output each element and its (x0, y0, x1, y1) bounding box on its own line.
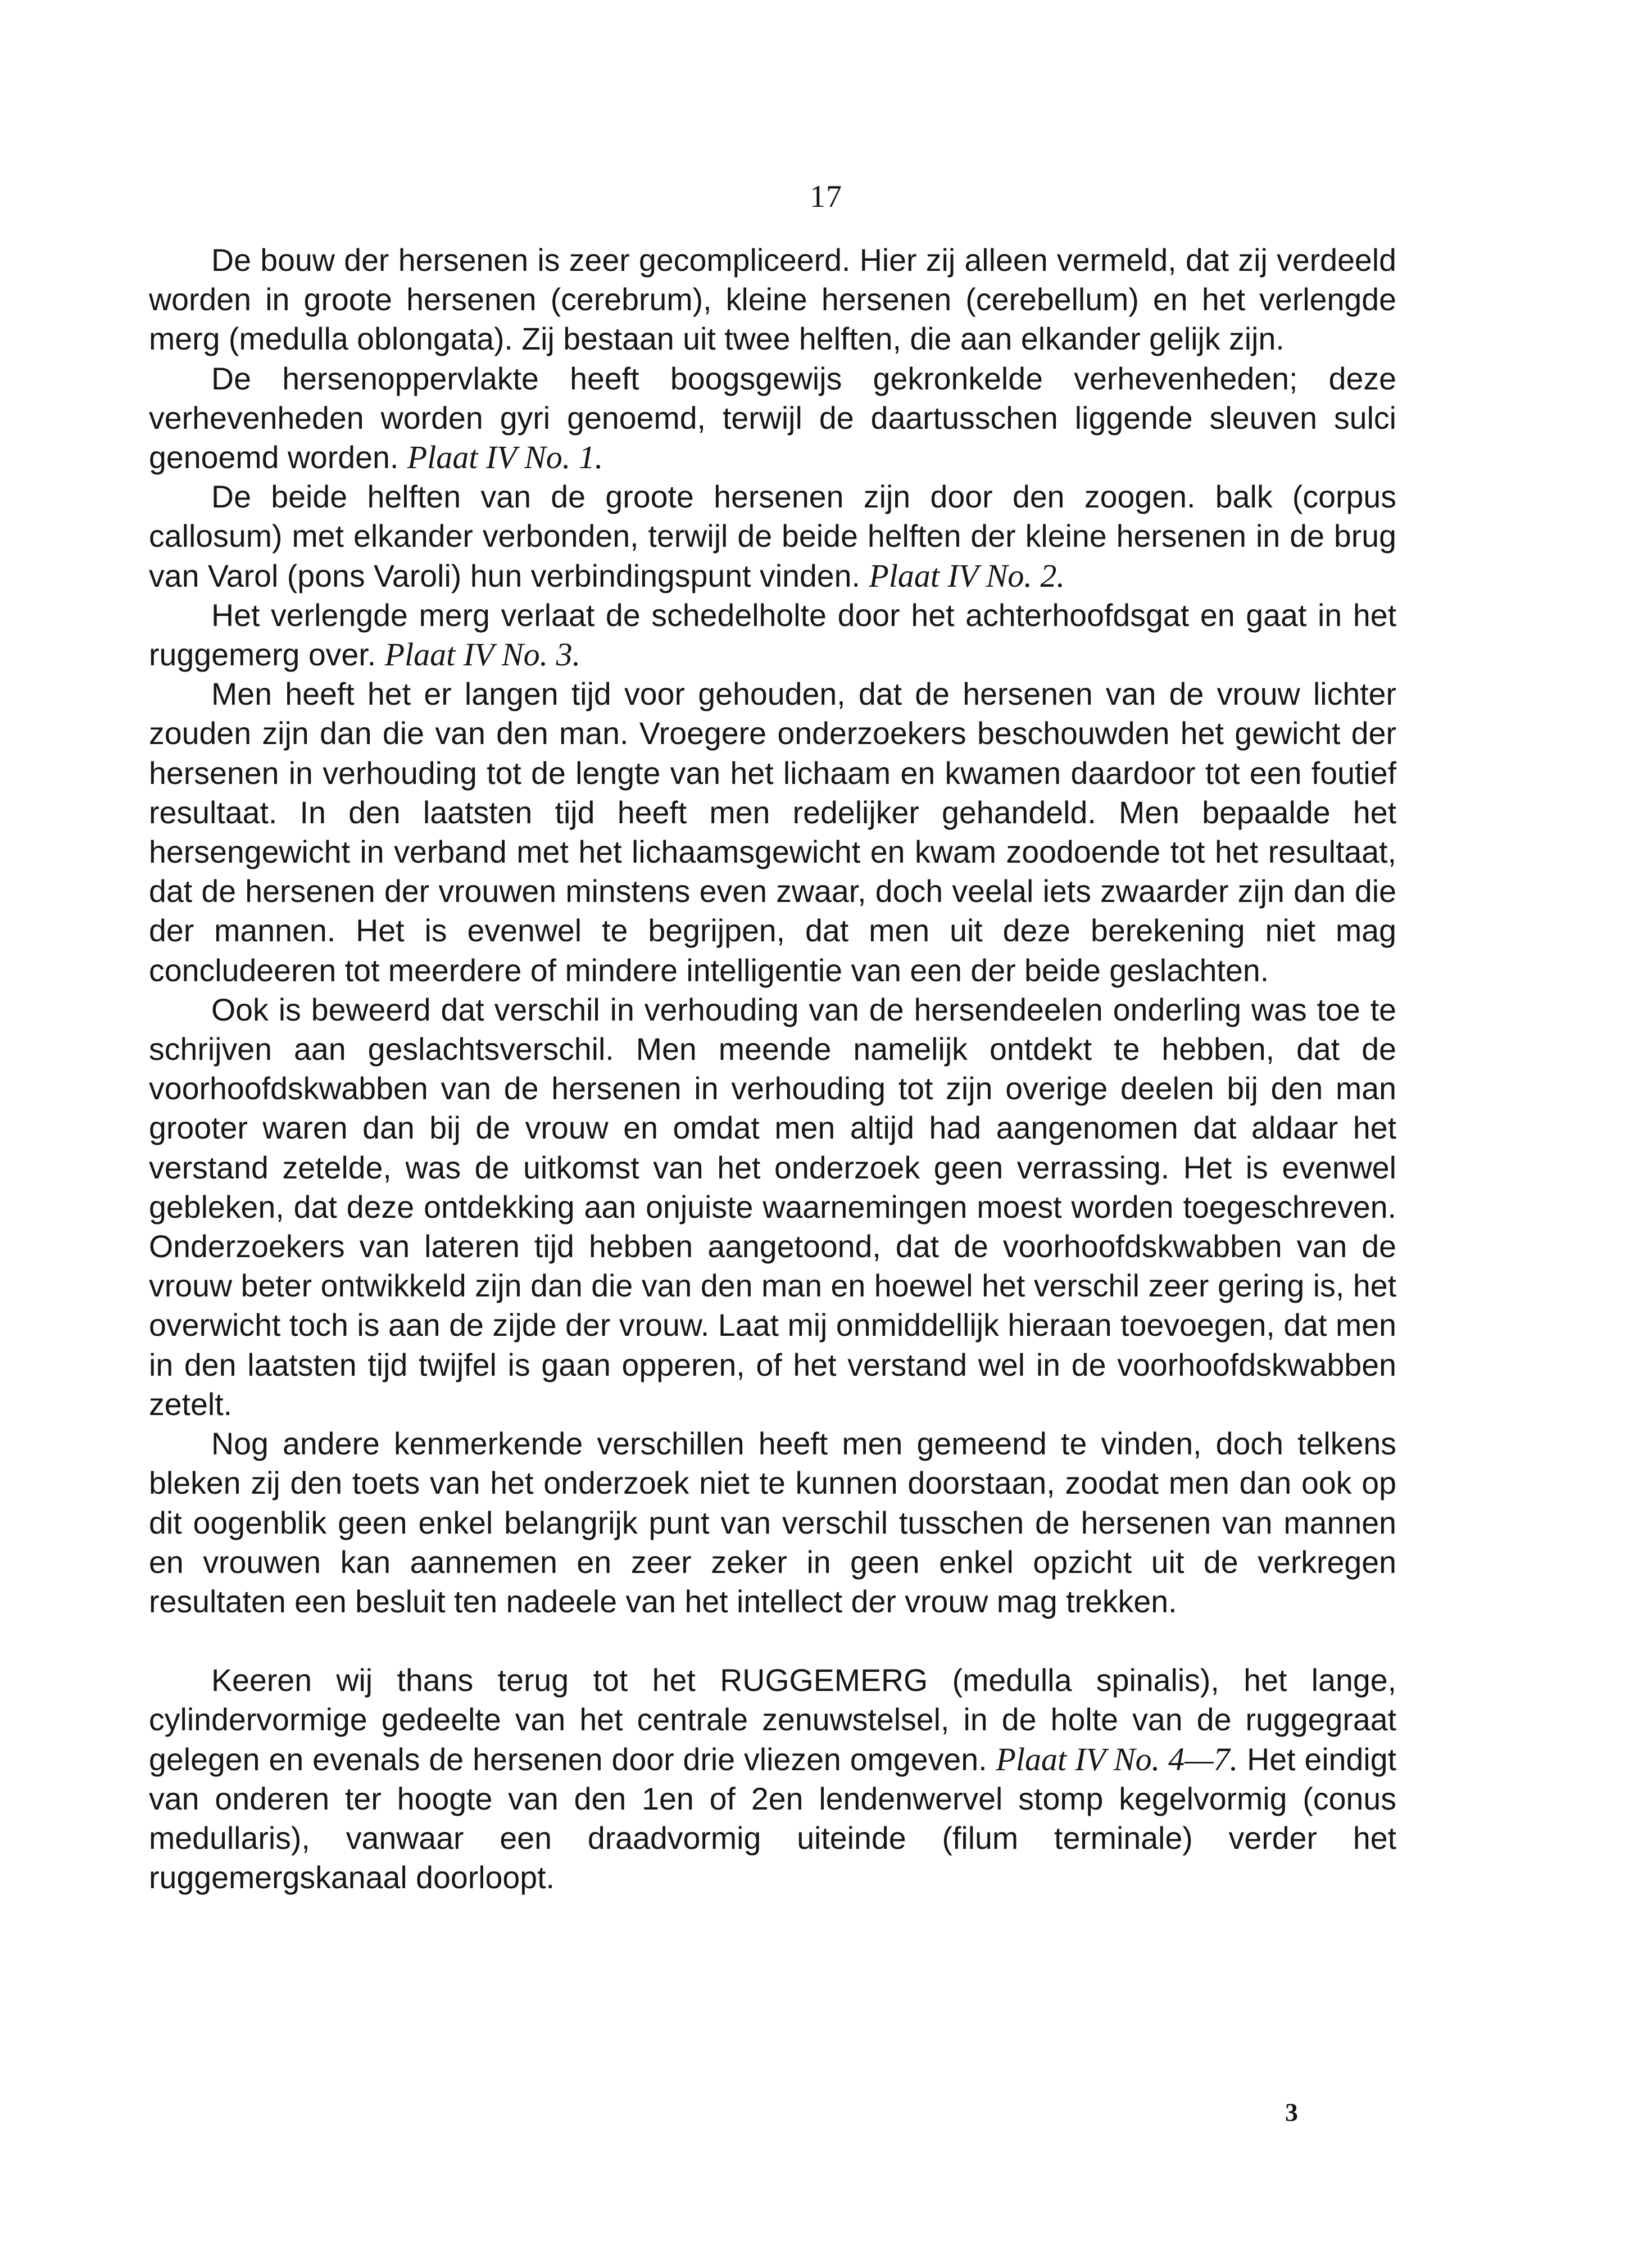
paragraph-text: Het eindigt van onderen ter hoogte van den 1en of 2en lendenwervel stomp kegelvormig (conus medullaris), vanwaar een draadvormig uiteinde (filum terminale) verder het ruggemergskanaal doorloopt. (149, 1742, 1397, 1896)
paragraph-brain-weight (149, 674, 1396, 990)
paragraph-spinal-cord (149, 1661, 1396, 1897)
plate-reference: Plaat IV No. 4—7. (996, 1740, 1238, 1778)
paragraph-frontal-lobes (149, 990, 1396, 1424)
paragraph-corpus-callosum (149, 477, 1396, 596)
signature-mark: 3 (1285, 2098, 1298, 2126)
plate-reference: Plaat IV No. 2. (869, 557, 1065, 594)
body-text (149, 241, 1396, 1897)
paragraph-text: De hersenoppervlakte heeft boogsgewijs gekronkelde verhevenheden; deze verhevenheden worden gyri genoemd, terwijl de daartusschen liggende sleuven sulci genoemd worden. (149, 361, 1396, 475)
paragraph-text: Keeren wij thans terug tot het RUGGEMERG (medulla spinalis), het lange, cylindervormige gedeelte van het centrale zenuwstelsel, in de holte van de ruggegraat gelegen en evenals de hersenen door drie vliezen omgeven. (149, 1663, 1396, 1777)
paragraph-text: De beide helften van de groote hersenen zijn door den zoogen. balk (corpus callosum) met elkander verbonden, terwijl de beide helften der kleine hersenen in de brug van Varol (pons Varoli) hun verbindingspunt vinden. (149, 479, 1396, 593)
plate-reference: Plaat IV No. 1. (407, 439, 603, 476)
page-number: 17 (810, 179, 842, 214)
paragraph-brain-structure (149, 241, 1396, 359)
paragraph-medulla (149, 596, 1396, 674)
plate-reference: Plaat IV No. 3. (384, 636, 581, 673)
paragraph-text: Men heeft het er langen tijd voor gehouden, dat de hersenen van de vrouw lichter zouden zijn dan die van den man. Vroegere onderzoekers beschouwden het gewicht der hersenen in verhouding tot de lengte van het lichaam en kwamen daardoor tot een foutief resultaat. In den laatsten tijd heeft men redelijker gehandeld. Men bepaalde het hersengewicht in verband met het lichaamsgewicht en kwam zoodoende tot het resultaat, dat de hersenen der vrouwen minstens even zwaar, doch veelal iets zwaarder zijn dan die der mannen. Het is evenwel te begrijpen, dat men uit deze berekening niet mag concludeeren tot meerdere of mindere intelligentie van een der beide geslachten. (149, 677, 1396, 988)
paragraph-text: De bouw der hersenen is zeer gecompliceerd. Hier zij alleen vermeld, dat zij verdeeld worden in groote hersenen (cerebrum), kleine hersenen (cerebellum) en het verlengde merg (medulla oblongata). Zij bestaan uit twee helften, die aan elkander gelijk zijn. (149, 243, 1396, 357)
paragraph-text: Ook is beweerd dat verschil in verhouding van de hersendeelen onderling was toe te schrijven aan geslachtsverschil. Men meende namelijk ontdekt te hebben, dat de voorhoofdskwabben van de hersenen in verhouding tot zijn overige deelen bij den man grooter waren dan bij de vrouw en omdat men altijd had aangenomen dat aldaar het verstand zetelde, was de uitkomst van het onderzoek geen verrassing. Het is evenwel gebleken, dat deze ontdekking aan onjuiste waarnemingen moest worden toegeschreven. Onderzoekers van lateren tijd hebben aangetoond, dat de voorhoofdskwabben van de vrouw beter ontwikkeld zijn dan die van den man en hoewel het verschil zeer gering is, het overwicht toch is aan de zijde der vrouw. Laat mij onmiddellijk hieraan toevoegen, dat men in den laatsten tijd twijfel is gaan opperen, of het verstand wel in de voorhoofdskwabben zetelt. (149, 992, 1396, 1422)
paragraph-text: Nog andere kenmerkende verschillen heeft men gemeend te vinden, doch telkens bleken zij den toets van het onderzoek niet te kunnen doorstaan, zoodat men dan ook op dit oogenblik geen enkel belangrijk punt van verschil tusschen de hersenen van mannen en vrouwen kan aannemen en zeer zeker in geen enkel opzicht uit de verkregen resultaten een besluit ten nadeele van het intellect der vrouw mag trekken. (149, 1426, 1396, 1619)
paragraph-text: Het verlengde merg verlaat de schedelholte door het achterhoofdsgat en gaat in het ruggemerg over. (149, 597, 1396, 673)
paragraph-other-differences (149, 1424, 1396, 1621)
paragraph-brain-surface (149, 359, 1396, 478)
